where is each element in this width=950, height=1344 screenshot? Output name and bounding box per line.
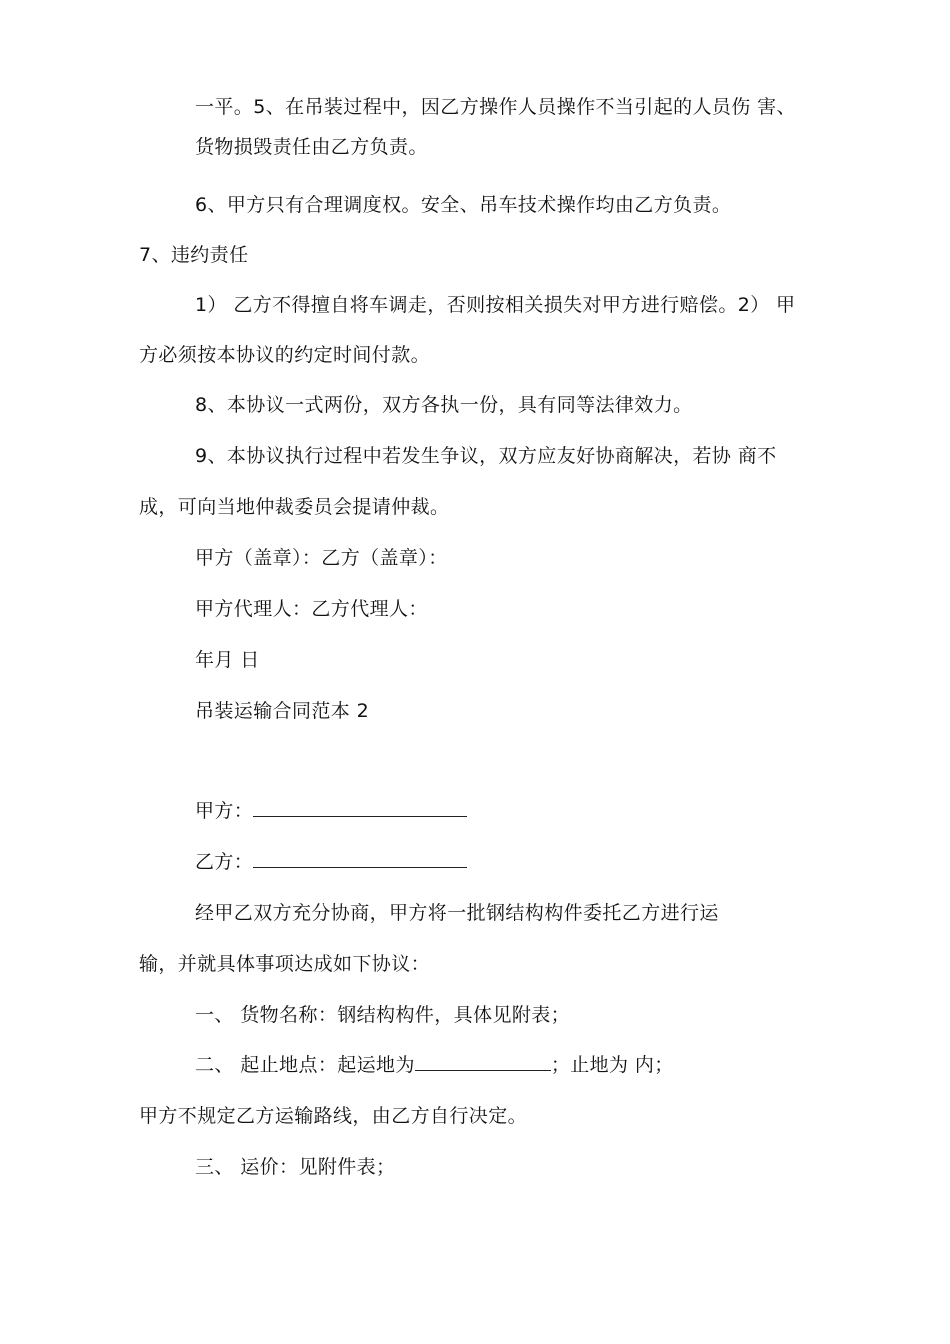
contract-title: 吊装运输合同范本 2 xyxy=(195,700,370,722)
clause-8: 8、本协议一式两份，双方各执一份，具有同等法律效力。 xyxy=(195,394,693,416)
item-3-price: 三、 运价：见附件表； xyxy=(195,1156,396,1178)
clause-9-line-2: 成，可向当地仲裁委员会提请仲裁。 xyxy=(139,496,450,518)
clause-7-line-1: 1） 乙方不得擅自将车调走，否则按相关损失对甲方进行赔偿。2） 甲 xyxy=(195,294,796,316)
party-b-row xyxy=(195,849,467,875)
clause-7-line-2: 方必须按本协议的约定时间付款。 xyxy=(139,344,431,366)
clause-6: 6、甲方只有合理调度权。安全、吊车技术操作均由乙方负责。 xyxy=(195,194,732,216)
item-2-location xyxy=(195,1052,674,1078)
party-a-blank xyxy=(253,798,467,817)
intro-line-2: 输，并就具体事项达成如下协议： xyxy=(139,953,431,975)
item-1-goods: 一、 货物名称：钢结构构件，具体见附表； xyxy=(195,1004,571,1026)
party-b-label: 乙方： xyxy=(195,851,254,873)
date-line: 年月 日 xyxy=(195,649,260,671)
party-a-label: 甲方： xyxy=(195,800,254,822)
intro-line-1: 经甲乙双方充分协商，甲方将一批钢结构构件委托乙方进行运 xyxy=(195,902,719,924)
location-suffix: ；止地为 内； xyxy=(550,1054,674,1076)
party-b-blank xyxy=(253,849,467,868)
seal-line: 甲方（盖章）：乙方（盖章）： xyxy=(195,547,448,569)
location-prefix: 二、 起止地点：起运地为 xyxy=(195,1054,415,1076)
agent-line: 甲方代理人：乙方代理人： xyxy=(195,598,428,620)
clause-5-line-1: 一平。5、在吊装过程中，因乙方操作人员操作不当引起的人员伤 害、 xyxy=(195,96,796,118)
party-a-row xyxy=(195,798,467,824)
clause-7-heading: 7、违约责任 xyxy=(139,244,249,266)
route-line: 甲方不规定乙方运输路线，由乙方自行决定。 xyxy=(139,1105,528,1127)
clause-9-line-1: 9、本协议执行过程中若发生争议，双方应友好协商解决，若协 商不 xyxy=(195,445,777,467)
clause-5-line-2: 货物损毁责任由乙方负责。 xyxy=(195,136,428,158)
origin-blank xyxy=(415,1052,551,1071)
